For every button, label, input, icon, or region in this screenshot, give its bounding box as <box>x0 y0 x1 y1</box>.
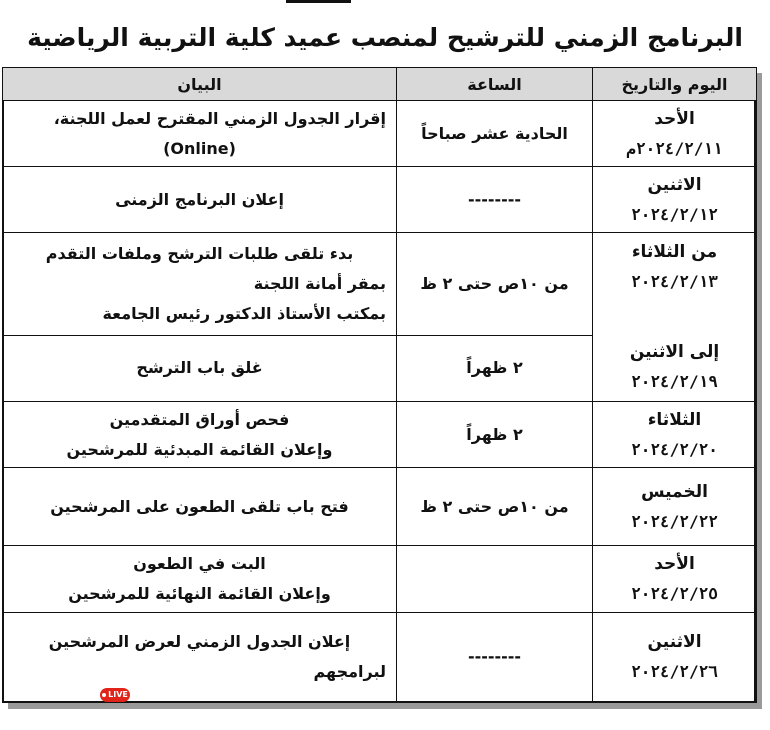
day-cell <box>593 101 757 167</box>
table-row <box>3 546 757 612</box>
statement-cell <box>3 612 397 702</box>
day-date: ٢٠٢٤/٢/١٩ <box>631 372 718 392</box>
statement-line: إعلان البرنامج الزمنى <box>115 189 284 209</box>
time-cell <box>397 335 593 401</box>
day-name: الأحد <box>654 108 695 129</box>
table-row <box>3 233 757 335</box>
statement-line: بمقر أمانة اللجنة <box>253 274 386 294</box>
time-text: -------- <box>467 189 522 209</box>
time-text: من ١٠ص حتى ٢ ظ <box>420 496 569 516</box>
header-statement: البيان <box>3 68 397 101</box>
table-row <box>3 101 757 167</box>
time-text: ٢ ظهراً <box>466 424 523 444</box>
time-cell <box>397 546 593 612</box>
day-date: ٢٠٢٤/٢/١١م <box>626 138 723 158</box>
header-time: الساعة <box>397 68 593 101</box>
table-row <box>3 401 757 467</box>
day-name: الخميس <box>641 481 708 502</box>
live-label: LIVE <box>108 690 128 699</box>
day-cell <box>593 468 757 546</box>
statement-cell <box>3 468 397 546</box>
statement-cell <box>3 546 397 612</box>
live-badge <box>100 688 130 702</box>
statement-cell <box>3 101 397 167</box>
statement-line: إقرار الجدول الزمني المقترح لعمل اللجنة، <box>53 108 386 128</box>
statement-line: فتح باب تلقى الطعون على المرشحين <box>50 496 349 516</box>
header-day-date: اليوم والتاريخ <box>593 68 757 101</box>
statement-line: غلق باب الترشح <box>136 358 263 378</box>
statement-line: بدء تلقى طلبات الترشح وملفات التقدم <box>45 244 354 264</box>
day-cell <box>593 546 757 612</box>
live-dot-icon <box>102 693 106 697</box>
day-name: إلى الاثنين <box>629 342 720 363</box>
statement-cell <box>3 167 397 233</box>
day-date: ٢٠٢٤/٢/١٣ <box>631 272 718 292</box>
day-name: الاثنين <box>647 632 702 653</box>
day-name: الاثنين <box>647 174 702 195</box>
day-cell <box>593 612 757 702</box>
time-cell <box>397 233 593 335</box>
top-rule <box>286 0 351 3</box>
statement-line: (Online) <box>163 138 236 158</box>
day-cell <box>593 233 757 402</box>
statement-cell <box>3 401 397 467</box>
day-name: الثلاثاء <box>647 409 702 430</box>
day-date: ٢٠٢٤/٢/٢٦ <box>631 662 718 682</box>
time-cell <box>397 401 593 467</box>
statement-line: وإعلان القائمة المبدئية للمرشحين <box>66 439 333 459</box>
day-cell <box>593 167 757 233</box>
time-cell <box>397 612 593 702</box>
time-text: من ١٠ص حتى ٢ ظ <box>420 274 569 294</box>
statement-line: فحص أوراق المتقدمين <box>109 409 290 429</box>
statement-cell <box>3 335 397 401</box>
day-cell <box>593 401 757 467</box>
table-row <box>3 468 757 546</box>
time-cell <box>397 468 593 546</box>
day-date: ٢٠٢٤/٢/١٢ <box>631 204 718 224</box>
table-row <box>3 167 757 233</box>
statement-cell <box>3 233 397 335</box>
time-text: ٢ ظهراً <box>466 358 523 378</box>
day-date: ٢٠٢٤/٢/٢٢ <box>631 511 718 531</box>
document-title: البرنامج الزمني للترشيح لمنصب عميد كلية التربية الرياضية <box>27 23 743 52</box>
time-text: الحادية عشر صباحاً <box>421 123 568 143</box>
day-name: الأحد <box>654 554 695 575</box>
schedule-table <box>2 67 757 703</box>
day-name: من الثلاثاء <box>631 242 718 263</box>
statement-line: البت في الطعون <box>133 554 266 574</box>
time-cell <box>397 101 593 167</box>
time-cell <box>397 167 593 233</box>
statement-line: إعلان الجدول الزمني لعرض المرشحين <box>48 632 351 652</box>
statement-line: لبرامجهم <box>313 662 386 682</box>
time-text: -------- <box>467 647 522 667</box>
table-header-row <box>3 68 757 101</box>
statement-line: بمكتب الأستاذ الدكتور رئيس الجامعة <box>102 304 386 324</box>
day-date: ٢٠٢٤/٢/٢٥ <box>631 584 718 604</box>
day-date: ٢٠٢٤/٢/٢٠ <box>631 439 718 459</box>
statement-line: وإعلان القائمة النهائية للمرشحين <box>68 584 331 604</box>
